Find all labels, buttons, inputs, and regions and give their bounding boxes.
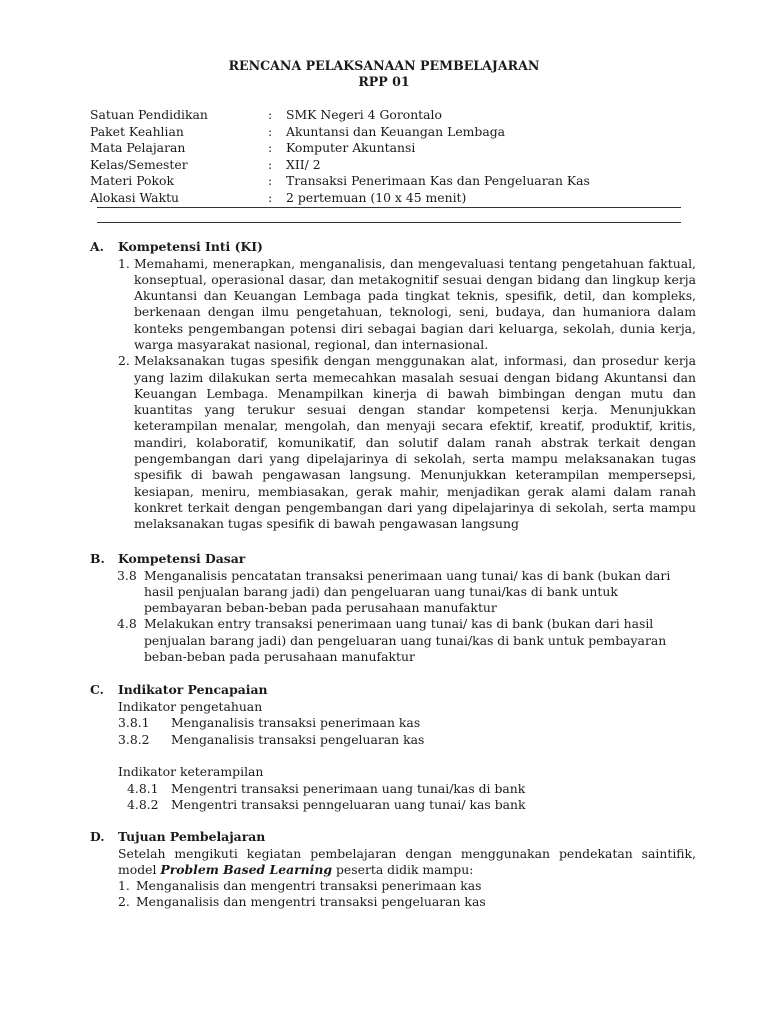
document-subtitle: RPP 01	[358, 74, 410, 89]
document-title: RENCANA PELAKSANAAN PEMBELAJARAN	[228, 58, 540, 73]
meta-row-paket	[90, 124, 690, 141]
section-kompetensi-dasar	[90, 551, 696, 665]
indicator-group-label: Indikator pengetahuan	[118, 698, 263, 714]
indicator-row	[90, 781, 696, 798]
section-title: Kompetensi Inti (KI)	[118, 239, 263, 254]
item-text: Menganalisis pencatatan transaksi penerimaan uang tunai/ kas di bank (bukan dari hasil penjualan barang jadi) dan pengeluaran uang tunai/kas di bank untuk pembayaran beban-beban pada perusahaan manufaktur	[144, 567, 671, 616]
list-item	[90, 256, 696, 354]
item-number: 2.	[118, 353, 130, 369]
indicator-number: 3.8.1	[118, 715, 150, 730]
section-title: Kompetensi Dasar	[118, 551, 246, 566]
meta-label: Paket Keahlian	[90, 123, 184, 139]
item-number: 1.	[118, 255, 130, 271]
meta-colon: :	[268, 140, 273, 156]
item-number: 2.	[118, 894, 130, 910]
meta-colon: :	[268, 156, 273, 172]
indicator-text: Menganalisis transaksi pengeluaran kas	[171, 731, 425, 747]
indicator-text: Mengentri transaksi penngeluaran uang tunai/ kas bank	[171, 797, 526, 812]
indicator-row	[90, 797, 696, 814]
section-title: Tujuan Pembelajaran	[118, 829, 266, 844]
identity-table	[90, 107, 690, 207]
section-letter: A.	[90, 239, 104, 254]
header-divider-top	[97, 207, 681, 208]
item-text: Melakukan entry transaksi penerimaan uang tunai/ kas di bank (bukan dari hasil penjualan barang jadi) dan pengeluaran uang tunai/kas di bank untuk pembayaran beban-beban pada perusahaan manufaktur	[144, 616, 667, 664]
section-heading	[90, 551, 696, 568]
indicator-text: Menganalisis transaksi penerimaan kas	[171, 715, 421, 730]
meta-label: Mata Pelajaran	[90, 140, 186, 156]
model-name: Problem Based Learning	[160, 861, 333, 877]
item-text: Memahami, menerapkan, menganalisis, dan mengevaluasi tentang pengetahuan faktual, konseptual, operasional dasar, dan metakognitif sesuai dengan bidang dan lingkup kerja Akuntansi dan Keuangan Lembaga pada tingkat teknis, spesifik, detil, dan kompleks, berkenaan dengan ilmu pengetahuan, teknologi, seni, budaya, dan humaniora dalam konteks pengembangan potensi diri sebagai bagian dari keluarga, sekolah, dunia kerja, warga masyarakat nasional, regional, dan internasional.	[134, 255, 696, 352]
meta-label: Satuan Pendidikan	[90, 107, 208, 122]
meta-value: Transaksi Penerimaan Kas dan Pengeluaran Kas	[286, 173, 590, 189]
meta-colon: :	[268, 123, 273, 139]
indicator-row	[90, 715, 696, 732]
meta-row-kelas	[90, 157, 690, 174]
list-item	[90, 568, 696, 617]
intro-suffix: peserta didik mampu:	[332, 861, 474, 877]
spacer	[90, 748, 696, 764]
indicator-number: 4.8.2	[127, 797, 159, 812]
indicator-row	[90, 732, 696, 749]
meta-row-mapel	[90, 140, 690, 157]
meta-label: Alokasi Waktu	[90, 189, 180, 205]
header-divider-bottom	[97, 222, 681, 223]
meta-colon: :	[268, 107, 273, 122]
intro-text-line: Setelah mengikuti kegiatan pembelajaran dengan menggunakan pendekatan saintifik,	[118, 845, 696, 861]
item-text: Melaksanakan tugas spesifik dengan menggunakan alat, informasi, dan prosedur kerja yang lazim dilakukan serta memecahkan masalah sesuai dengan bidang Akuntansi dan Keuangan Lembaga. Menampilkan kinerja di bawah bimbingan dengan mutu dan kuantitas yang terukur sesuai dengan standar kompetensi kerja. Menunjukkan keterampilan menalar, mengolah, dan menyaji secara efektif, kreatif, produktif, kritis, mandiri, kolaboratif, komunikatif, dan solutif dalam ranah abstrak terkait dengan pengembangan dari yang dipelajarinya di sekolah, serta mampu melaksanakan tugas spesifik di bawah pengawasan langsung. Menunjukkan keterampilan mempersepsi, kesiapan, meniru, membiasakan, gerak mahir, menjadikan gerak alami dalam ranah konkret terkait dengan pengembangan dari yang dipelajarinya di sekolah, serta mampu melaksanakan tugas spesifik di bawah pengawasan langsung	[134, 353, 696, 532]
list-item	[90, 878, 696, 894]
section-letter: C.	[90, 682, 104, 697]
section-letter: D.	[90, 829, 105, 844]
indicator-number: 3.8.2	[118, 731, 150, 747]
indicator-number: 4.8.1	[127, 780, 159, 796]
section-heading	[90, 829, 696, 846]
section-heading	[90, 682, 696, 699]
meta-value: Komputer Akuntansi	[286, 140, 416, 156]
item-text: Menganalisis dan mengentri transaksi pengeluaran kas	[136, 894, 486, 910]
item-number: 1.	[118, 878, 130, 894]
meta-value: 2 pertemuan (10 x 45 menit)	[286, 189, 467, 205]
list-item	[90, 616, 696, 665]
indicator-text: Mengentri transaksi penerimaan uang tunai/kas di bank	[171, 780, 526, 796]
meta-row-alokasi	[90, 190, 690, 207]
list-item	[90, 894, 696, 910]
item-number: 3.8	[117, 567, 137, 583]
section-title: Indikator Pencapaian	[118, 682, 268, 697]
meta-value: SMK Negeri 4 Gorontalo	[286, 107, 442, 122]
item-text: Menganalisis dan mengentri transaksi penerimaan kas	[136, 878, 482, 894]
meta-value: XII/ 2	[286, 156, 321, 172]
list-item	[90, 353, 696, 532]
meta-colon: :	[268, 189, 273, 205]
meta-row-satuan	[90, 107, 690, 124]
intro-text-line	[90, 862, 696, 878]
meta-colon: :	[268, 173, 273, 189]
section-letter: B.	[90, 551, 105, 566]
meta-value: Akuntansi dan Keuangan Lembaga	[286, 123, 506, 139]
item-number: 4.8	[117, 616, 137, 632]
indicator-group-label: Indikator keterampilan	[118, 764, 264, 779]
section-indikator	[90, 682, 696, 814]
meta-label: Kelas/Semester	[90, 156, 188, 172]
section-heading	[90, 239, 696, 256]
meta-row-materi	[90, 173, 690, 190]
section-tujuan	[90, 829, 696, 911]
intro-prefix: model	[118, 861, 161, 877]
section-kompetensi-inti	[90, 239, 696, 533]
meta-label: Materi Pokok	[90, 173, 174, 189]
